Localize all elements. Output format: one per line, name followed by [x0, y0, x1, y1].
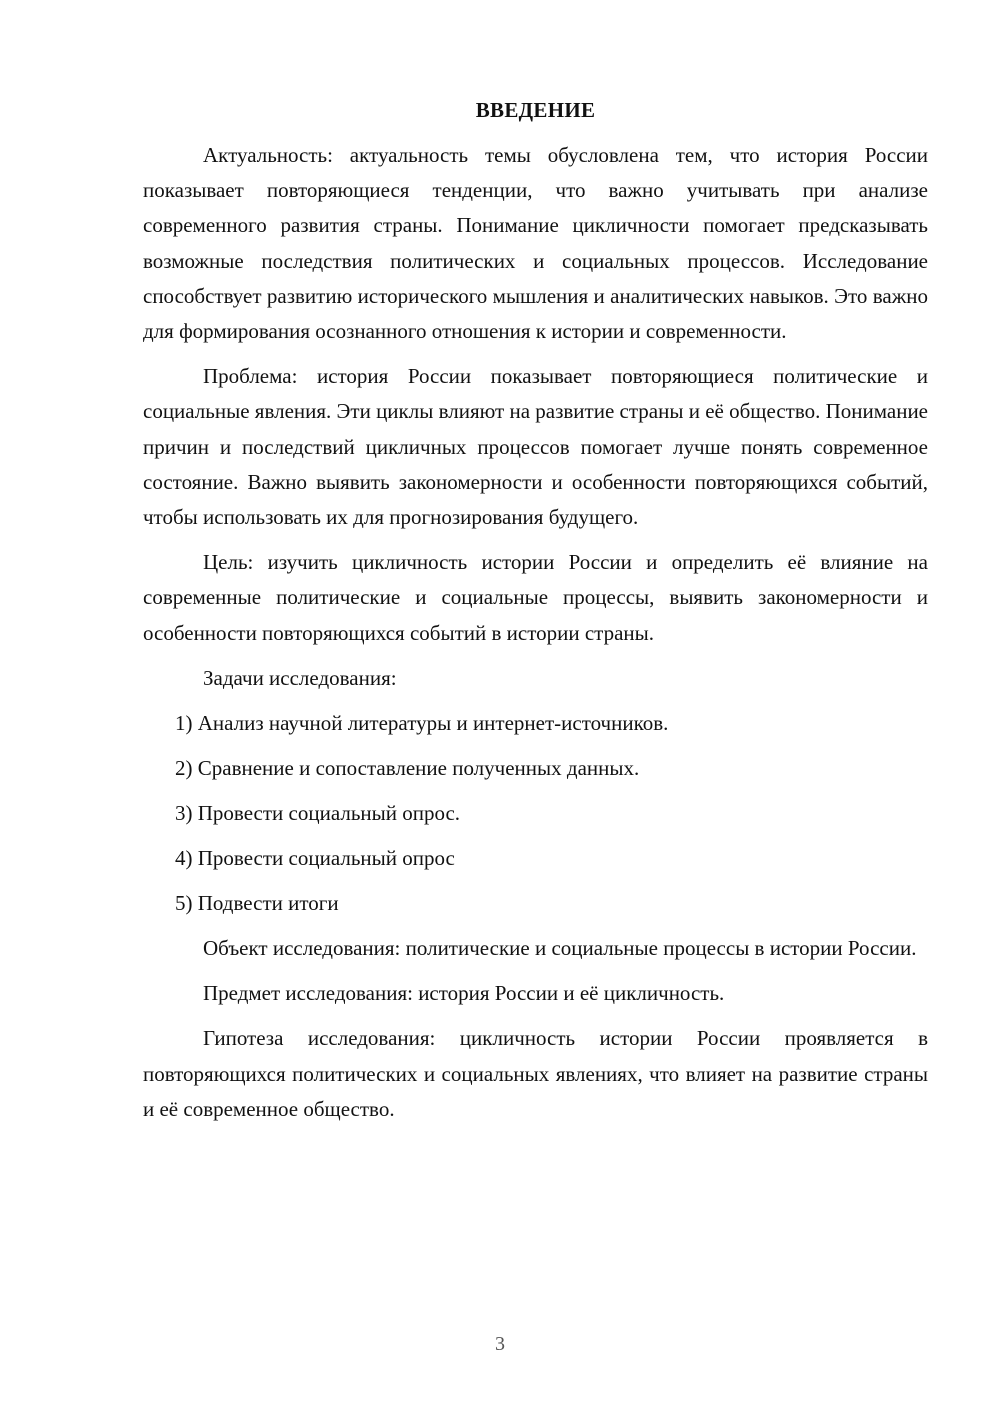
- paragraph-goal: Цель: изучить цикличность истории России и определить её влияние на современные политические и социальные процессы, выявить закономерности и особенности повторяющихся событий в истории страны.: [143, 550, 928, 645]
- document-page: [143, 93, 928, 1137]
- paragraph-hypothesis: Гипотеза исследования: цикличность истории России проявляется в повторяющихся политических и социальных явлениях, что влияет на развитие страны и её современное общество.: [143, 1026, 928, 1121]
- list-item: 5) Подвести итоги: [175, 891, 339, 916]
- page-number: 3: [495, 1333, 505, 1355]
- list-item: 1) Анализ научной литературы и интернет-источников.: [175, 711, 669, 736]
- paragraph-object: Объект исследования: политические и социальные процессы в истории России.: [203, 936, 917, 961]
- paragraph-relevance: Актуальность: актуальность темы обусловлена тем, что история России показывает повторяющиеся тенденции, что важно учитывать при анализе современного развития страны. Понимание цикличности помогает предсказывать возможные последствия политических и социальных процессов. Исследование способствует развитию исторического мышления и аналитических навыков. Это важно для формирования осознанного отношения к истории и современности.: [143, 143, 928, 344]
- tasks-list: [143, 706, 928, 921]
- paragraph-subject: Предмет исследования: история России и её цикличность.: [203, 981, 725, 1006]
- paragraph-problem: Проблема: история России показывает повторяющиеся политические и социальные явления. Эти циклы влияют на развитие страны и её общество. Понимание причин и последствий цикличных процессов помогает лучше понять современное состояние. Важно выявить закономерности и особенности повторяющихся событий, чтобы использовать их для прогнозирования будущего.: [143, 364, 928, 530]
- list-item: 2) Сравнение и сопоставление полученных данных.: [175, 756, 640, 781]
- paragraph-tasks-heading: Задачи исследования:: [203, 665, 397, 690]
- list-item: 4) Провести социальный опрос: [175, 846, 455, 871]
- section-title: ВВЕДЕНИЕ: [475, 98, 596, 122]
- list-item: 3) Провести социальный опрос.: [175, 801, 461, 826]
